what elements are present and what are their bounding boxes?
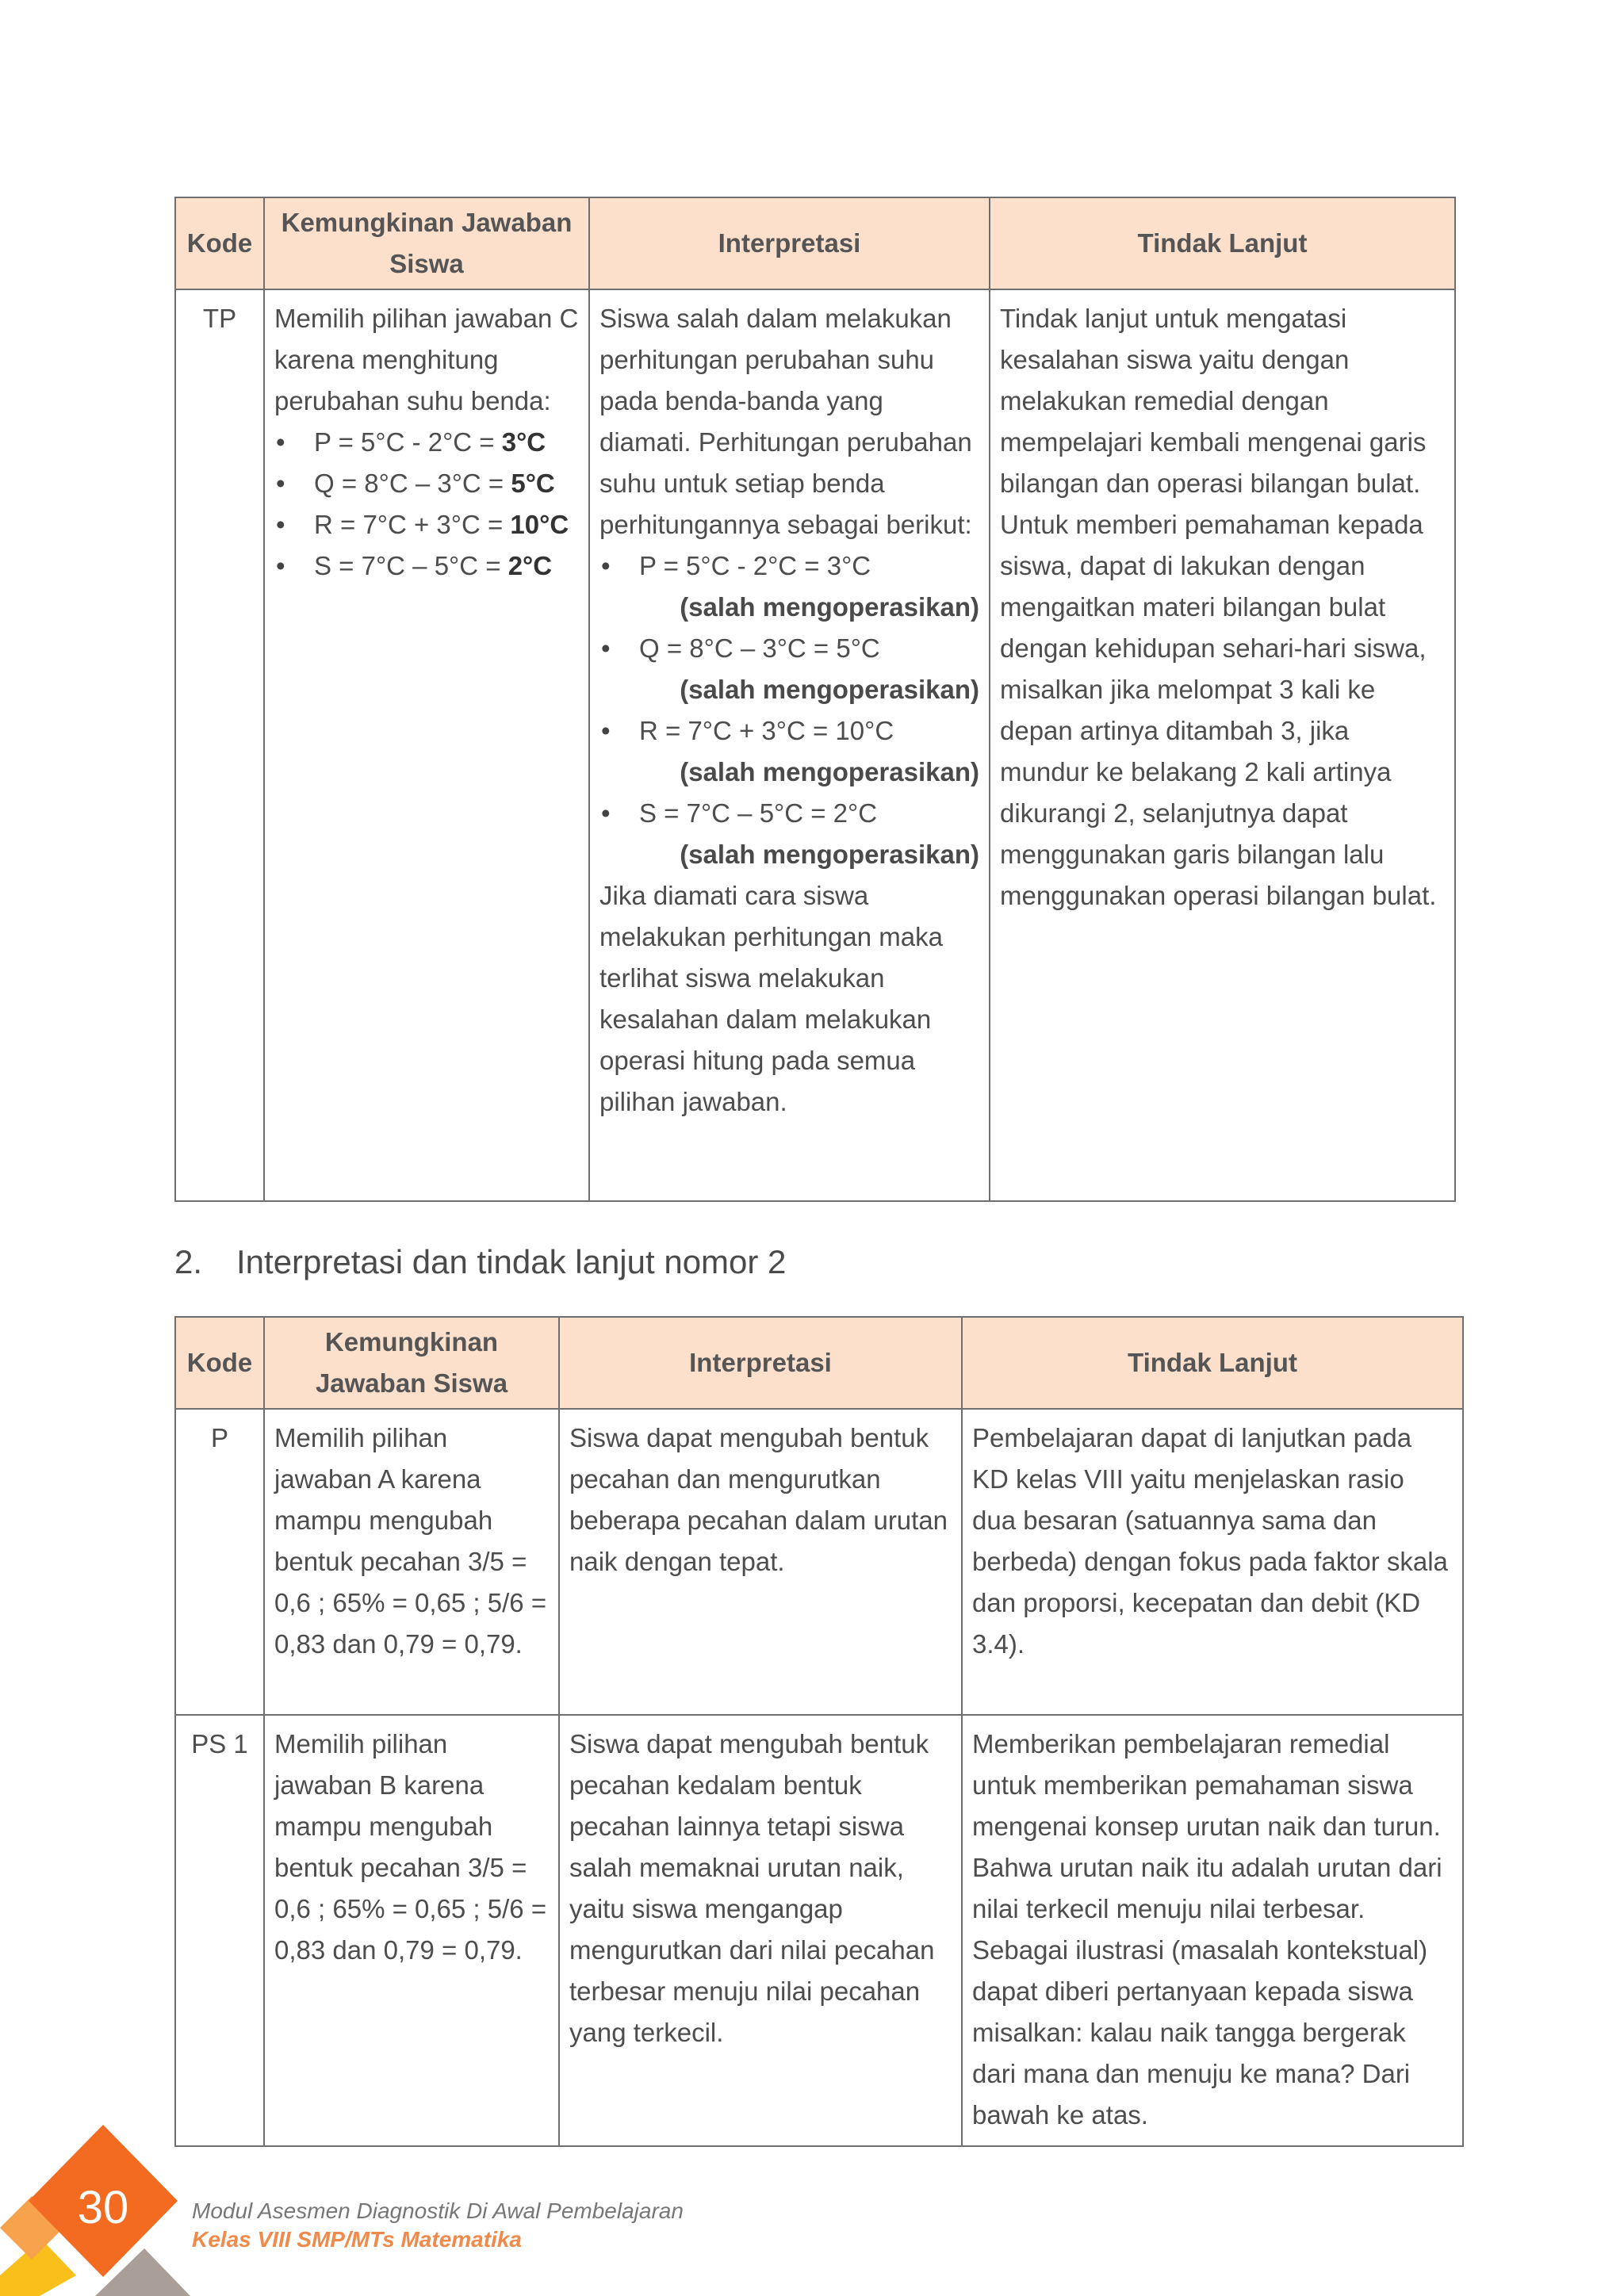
list-item: • Q = 8°C – 3°C = 5°C xyxy=(274,463,579,504)
cell-tindak-lanjut: Memberikan pembelajaran remedial untuk memberikan pemahaman siswa mengenai konsep urutan naik dan turun. Bahwa urutan naik itu adalah urutan dari nilai terkecil menuju nilai terbesar. Sebagai ilustrasi (masalah kontekstual) dapat diberi pertanyaan kepada siswa misalkan: kalau naik tangga bergerak dari mana dan menuju ke mana? Dari bawah ke atas. xyxy=(962,1715,1463,2146)
cell-interpretasi: Siswa dapat mengubah bentuk pecahan dan mengurutkan beberapa pecahan dalam urutan naik dengan tepat. xyxy=(559,1409,962,1715)
section-heading xyxy=(174,1240,786,1284)
interpretasi-list xyxy=(599,545,979,875)
header-tindak-lanjut: Tindak Lanjut xyxy=(962,1317,1463,1409)
cell-kemungkinan-jawaban xyxy=(264,289,589,1201)
table-interpretasi-nomor-1 xyxy=(174,197,1456,1202)
header-interpretasi: Interpretasi xyxy=(589,197,990,289)
list-item: • Q = 8°C – 3°C = 5°C (salah mengoperasikan) xyxy=(599,628,979,710)
jawaban-intro: Memilih pilihan jawaban C karena menghitung perubahan suhu benda: xyxy=(274,304,579,415)
footer-title: Modul Asesmen Diagnostik Di Awal Pembelajaran xyxy=(192,2198,684,2223)
cell-kemungkinan-jawaban: Memilih pilihan jawaban B karena mampu mengubah bentuk pecahan 3/5 = 0,6 ; 65% = 0,65 ; 5/6 = 0,83 dan 0,79 = 0,79. xyxy=(264,1715,559,2146)
header-interpretasi: Interpretasi xyxy=(559,1317,962,1409)
list-item: • S = 7°C – 5°C = 2°C (salah mengoperasikan) xyxy=(599,793,979,875)
table-row xyxy=(175,1409,1463,1715)
interpretasi-outro: Jika diamati cara siswa melakukan perhitungan maka terlihat siswa melakukan kesalahan dalam melakukan operasi hitung pada semua pilihan jawaban. xyxy=(599,881,943,1116)
table-interpretasi-nomor-2 xyxy=(174,1316,1464,2147)
cell-tindak-lanjut: Tindak lanjut untuk mengatasi kesalahan siswa yaitu dengan melakukan remedial dengan mempelajari kembali mengenai garis bilangan dan operasi bilangan bulat. Untuk memberi pemahaman kepada siswa, dapat di lakukan dengan mengaitkan materi bilangan bulat dengan kehidupan sehari-hari siswa, misalkan jika melompat 3 kali ke depan artinya ditambah 3, jika mundur ke belakang 2 kali artinya dikurangi 2, selanjutnya dapat menggunakan garis bilangan lalu menggunakan operasi bilangan bulat. xyxy=(990,289,1455,1201)
cell-interpretasi: Siswa dapat mengubah bentuk pecahan kedalam bentuk pecahan lainnya tetapi siswa salah memaknai urutan naik, yaitu siswa mengangap mengurutkan dari nilai pecahan terbesar menuju nilai pecahan yang terkecil. xyxy=(559,1715,962,2146)
jawaban-list xyxy=(274,422,579,587)
cell-interpretasi xyxy=(589,289,990,1201)
list-item: • R = 7°C + 3°C = 10°C (salah mengoperasikan) xyxy=(599,710,979,793)
header-kemungkinan-jawaban: Kemungkinan Jawaban Siswa xyxy=(264,1317,559,1409)
footer-subtitle: Kelas VIII SMP/MTs Matematika xyxy=(192,2227,522,2252)
header-kode: Kode xyxy=(175,1317,264,1409)
list-item: • S = 7°C – 5°C = 2°C xyxy=(274,545,579,587)
cell-kemungkinan-jawaban: Memilih pilihan jawaban A karena mampu mengubah bentuk pecahan 3/5 = 0,6 ; 65% = 0,65 ; 5/6 = 0,83 dan 0,79 = 0,79. xyxy=(264,1409,559,1715)
table-row xyxy=(175,1715,1463,2146)
cell-kode: PS 1 xyxy=(175,1715,264,2146)
list-item: • P = 5°C - 2°C = 3°C (salah mengoperasikan) xyxy=(599,545,979,628)
table-header-row xyxy=(175,197,1455,289)
cell-tindak-lanjut: Pembelajaran dapat di lanjutkan pada KD kelas VIII yaitu menjelaskan rasio dua besaran (satuannya sama dan berbeda) dengan fokus pada faktor skala dan proporsi, kecepatan dan debit (KD 3.4). xyxy=(962,1409,1463,1715)
cell-kode: P xyxy=(175,1409,264,1715)
table-header-row xyxy=(175,1317,1463,1409)
table-row xyxy=(175,289,1455,1201)
header-kemungkinan-jawaban: Kemungkinan Jawaban Siswa xyxy=(264,197,589,289)
section-number: 2. xyxy=(174,1243,203,1280)
cell-kode: TP xyxy=(175,289,264,1201)
list-item: • P = 5°C - 2°C = 3°C xyxy=(274,422,579,463)
page-number: 30 xyxy=(77,2182,129,2233)
interpretasi-intro: Siswa salah dalam melakukan perhitungan perubahan suhu pada benda-banda yang diamati. Perhitungan perubahan suhu untuk setiap benda perhitungannya sebagai berikut: xyxy=(599,304,972,539)
list-item: • R = 7°C + 3°C = 10°C xyxy=(274,504,579,545)
header-tindak-lanjut: Tindak Lanjut xyxy=(990,197,1455,289)
header-kode: Kode xyxy=(175,197,264,289)
section-title: Interpretasi dan tindak lanjut nomor 2 xyxy=(236,1243,787,1280)
